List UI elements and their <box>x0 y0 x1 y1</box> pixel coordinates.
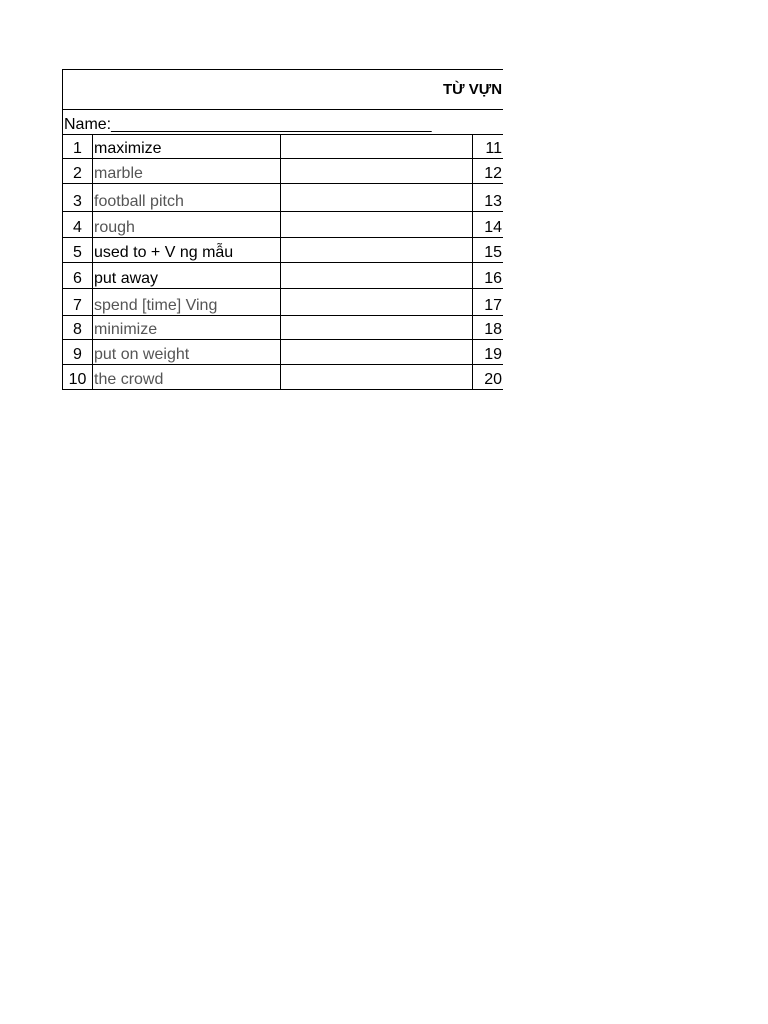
row-number-right: 14 <box>473 212 504 238</box>
row-number: 10 <box>63 365 93 390</box>
row-number: 1 <box>63 135 93 159</box>
answer-cell[interactable] <box>281 238 473 263</box>
vocab-word: maximize <box>93 135 281 159</box>
table-row <box>63 316 504 340</box>
row-number: 8 <box>63 316 93 340</box>
title-cell <box>63 70 504 110</box>
name-row <box>63 110 504 135</box>
vocab-word: put away <box>93 263 281 289</box>
table-row <box>63 212 504 238</box>
answer-cell[interactable] <box>281 159 473 184</box>
row-number-right: 16 <box>473 263 504 289</box>
answer-cell[interactable] <box>281 212 473 238</box>
name-field[interactable]: Name:____________________________________ <box>63 110 504 135</box>
table-row <box>63 263 504 289</box>
answer-cell[interactable] <box>281 184 473 212</box>
row-number-right: 13 <box>473 184 504 212</box>
vocab-word: marble <box>93 159 281 184</box>
row-number-right: 19 <box>473 340 504 365</box>
answer-cell[interactable] <box>281 316 473 340</box>
row-number-right: 12 <box>473 159 504 184</box>
vocabulary-table <box>62 69 503 390</box>
table-row <box>63 340 504 365</box>
table-row <box>63 159 504 184</box>
row-number: 5 <box>63 238 93 263</box>
row-number-right: 17 <box>473 289 504 316</box>
table-row <box>63 289 504 316</box>
row-number-right: 20 <box>473 365 504 390</box>
vocab-word: rough <box>93 212 281 238</box>
row-number-right: 18 <box>473 316 504 340</box>
answer-cell[interactable] <box>281 365 473 390</box>
vocab-word: spend [time] Ving <box>93 289 281 316</box>
answer-cell[interactable] <box>281 340 473 365</box>
title-row <box>63 70 504 110</box>
table-row <box>63 365 504 390</box>
row-number: 7 <box>63 289 93 316</box>
vocab-word: football pitch <box>93 184 281 212</box>
vocab-word: used to + V ng mẫu <box>93 238 281 263</box>
row-number: 3 <box>63 184 93 212</box>
table-row <box>63 135 504 159</box>
vocab-word: put on weight <box>93 340 281 365</box>
sheet-title: TỪ VỰN <box>442 81 503 98</box>
row-number: 2 <box>63 159 93 184</box>
vocab-word: minimize <box>93 316 281 340</box>
vocab-word: the crowd <box>93 365 281 390</box>
row-number: 6 <box>63 263 93 289</box>
row-number: 4 <box>63 212 93 238</box>
answer-cell[interactable] <box>281 135 473 159</box>
answer-cell[interactable] <box>281 289 473 316</box>
table-row <box>63 184 504 212</box>
row-number-right: 11 <box>473 135 504 159</box>
row-number-right: 15 <box>473 238 504 263</box>
vocabulary-sheet <box>62 69 503 390</box>
row-number: 9 <box>63 340 93 365</box>
answer-cell[interactable] <box>281 263 473 289</box>
table-row <box>63 238 504 263</box>
